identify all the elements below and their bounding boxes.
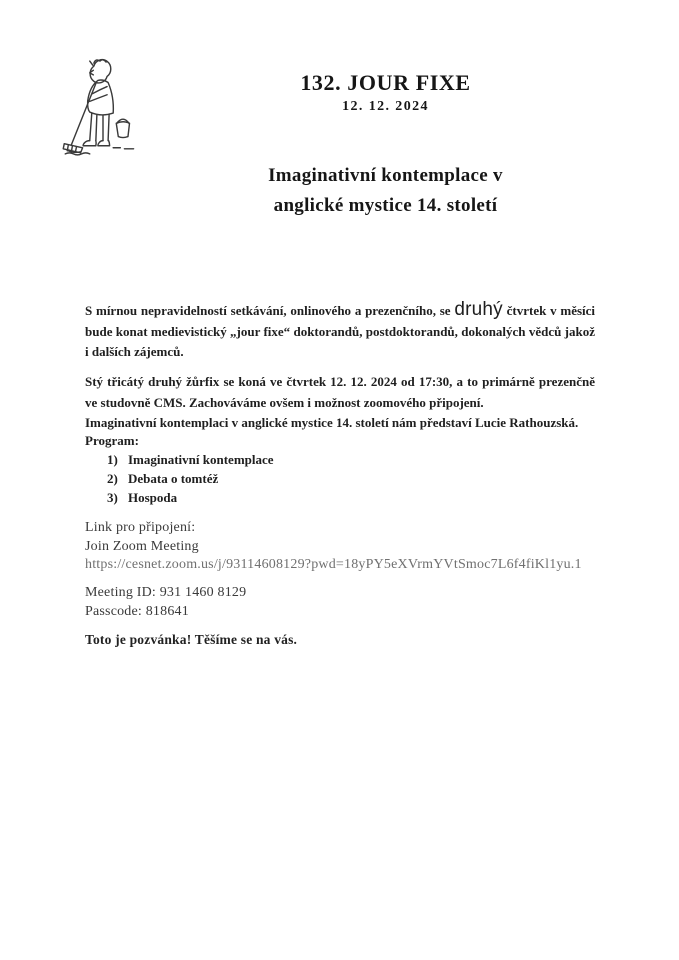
intro-text-before: S mírnou nepravidelností setkávání, onlinového a prezenčního, se [85,303,451,318]
emphasized-word: druhý [454,299,503,320]
event-heading [92,161,679,221]
program-item-text: Hospoda [128,490,178,505]
speaker-text: Imaginativní kontemplaci v anglické mystice 14. století nám představí Lucie Rathouzská. [85,415,579,430]
zoom-url-link[interactable]: https://cesnet.zoom.us/j/93114608129?pwd=18yPY5eXVrmYVtSmoc7L6f4fiKl1yu.1 [85,557,582,572]
program-item-text: Debata o tomtéž [128,471,219,486]
intro-text-after: čtvrtek v měsíci bude konat medievistický „jour fixe“ doktorandů, postdoktorandů, dokonalých vědců jakož i dalších zájemců. [85,303,596,359]
program-item-number: 1) [107,452,118,467]
zoom-link-section [85,519,595,575]
event-date: 12. 12. 2024 [342,99,429,114]
schedule-text: Stý třicátý druhý žůrfix se koná ve čtvrtek 12. 12. 2024 od 17:30, a to primárně prezenčně ve studovně CMS. Zachováváme ovšem i možnost zoomového připojení. [85,374,595,410]
program-item-number: 2) [107,471,118,486]
header [92,70,679,115]
program-label: Program: [85,433,139,448]
program-item-text: Imaginativní kontemplace [128,452,274,467]
program-item-number: 3) [107,490,118,505]
closing-note: Toto je pozvánka! Těšíme se na vás. [85,632,298,647]
meeting-id: Meeting ID: 931 1460 8129 [85,585,247,600]
join-zoom-text: Join Zoom Meeting [85,538,199,554]
program-item [85,450,595,469]
meeting-credentials [85,584,595,621]
program-item [85,488,595,507]
program-section [85,431,595,507]
program-item [85,469,595,488]
passcode: Passcode: 818641 [85,603,189,619]
schedule-paragraph [85,372,595,434]
page-title: 132. JOUR FIXE [300,70,471,95]
intro-paragraph [85,301,595,363]
link-label: Link pro připojení: [85,520,196,535]
event-heading-line-1: Imaginativní kontemplace v [268,165,503,186]
event-heading-line-2: anglické mystice 14. století [273,195,498,216]
